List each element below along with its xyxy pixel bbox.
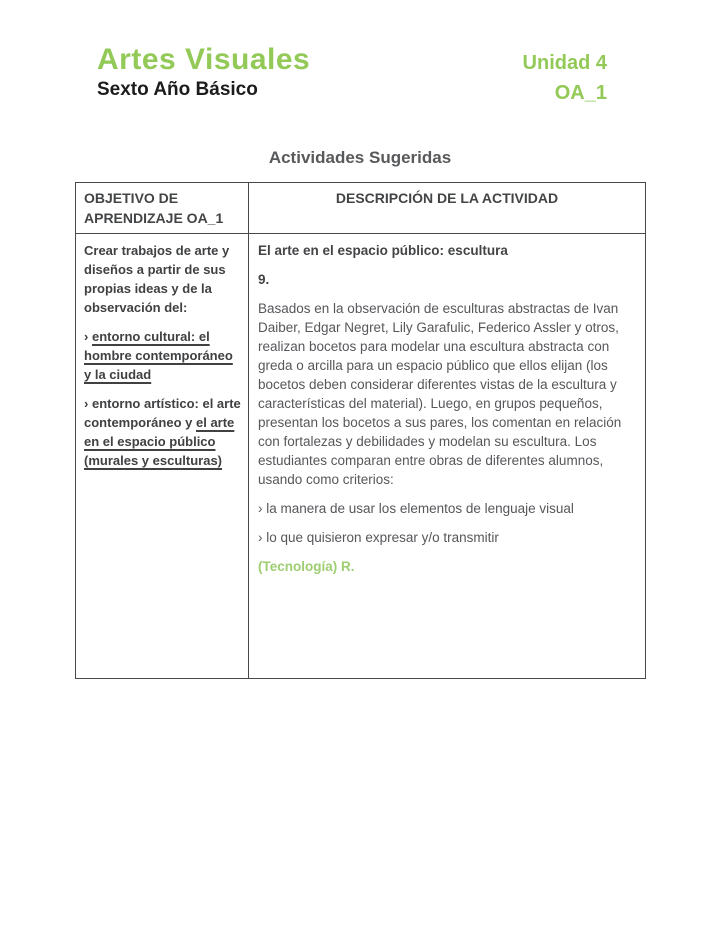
course-title: Artes Visuales — [97, 43, 311, 76]
activities-table — [75, 182, 646, 679]
bullet-plain-text: entorno artístico: el arte contemporáneo y — [84, 396, 241, 430]
bullet-marker: › — [84, 329, 89, 344]
section-title: Actividades Sugeridas — [268, 148, 452, 167]
bullet-underlined-text: entorno cultural: el hombre contemporáneo y la ciudad — [84, 329, 233, 382]
technology-tag: (Tecnología) R. — [258, 559, 355, 574]
column-header-objective: OBJETIVO DE APRENDIZAJE OA_1 — [76, 183, 249, 234]
header-unit-block — [523, 50, 607, 106]
criterion-item: › lo que quisieron expresar y/o transmitir — [258, 530, 499, 545]
objective-cell — [76, 234, 249, 679]
unit-label: Unidad 4 — [522, 52, 607, 74]
table-body-row — [76, 234, 646, 679]
oa-code-label: OA_1 — [554, 82, 607, 104]
activity-description-cell — [249, 234, 646, 679]
criterion-item: › la manera de usar los elementos de lenguaje visual — [258, 501, 574, 516]
grade-level: Sexto Año Básico — [97, 79, 258, 100]
objective-bullet-artistic — [84, 394, 243, 470]
activity-number: 9. — [258, 272, 270, 287]
bullet-marker: › — [84, 396, 89, 411]
activity-paragraph: Basados en la observación de esculturas abstractas de Ivan Daiber, Edgar Negret, Lily Garafulic, Federico Assler y otros, realizan bocetos para modelar una escultura abstracta con greda o arcilla para un espacio público que ellos elijan (los bocetos deben considerar diferentes vistas de la escultura y características del material). Luego, en grupos pequeños, presentan los bocetos a sus pares, los comentan en relación con fortalezas y debilidades y modelan su escultura. Los estudiantes comparan entre obras de diferentes alumnos, usando como criterios: — [258, 301, 622, 487]
objective-bullet-cultural — [84, 327, 243, 384]
bullet-underlined-text: el arte en el espacio público (murales y esculturas) — [84, 415, 235, 468]
column-header-description: DESCRIPCIÓN DE LA ACTIVIDAD — [249, 183, 646, 234]
table-header-row — [76, 183, 646, 234]
document-header — [97, 42, 310, 102]
activity-heading: El arte en el espacio público: escultura — [258, 243, 508, 258]
objective-intro: Crear trabajos de arte y diseños a partir de sus propias ideas y de la observación del: — [84, 243, 230, 315]
